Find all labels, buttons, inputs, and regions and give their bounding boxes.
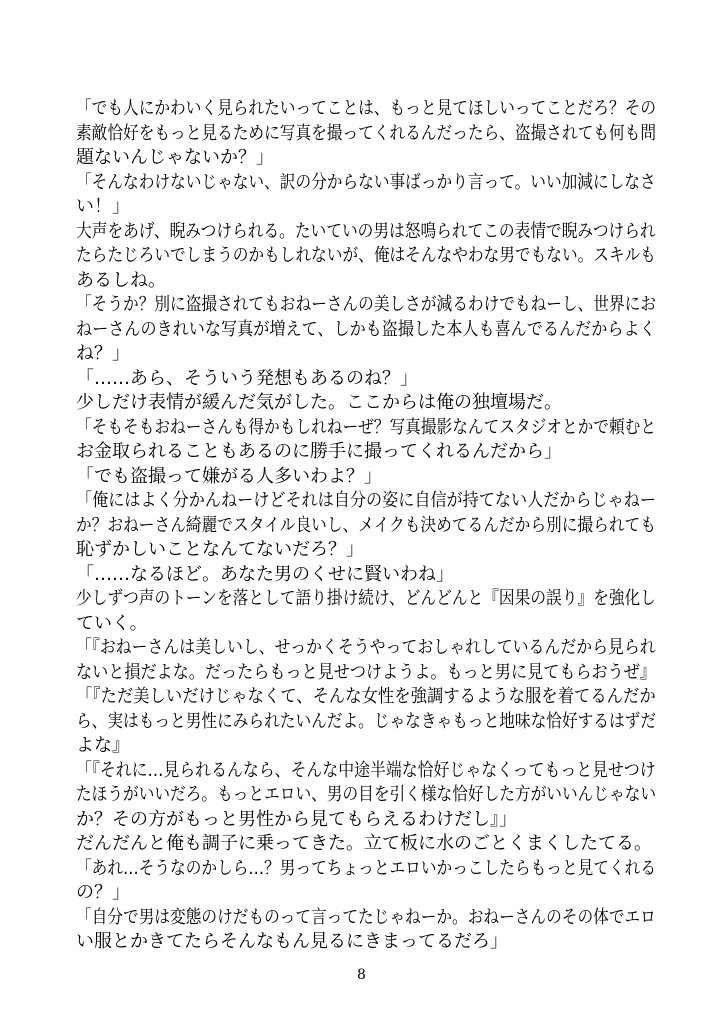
text-line: 「……あら、そういう発想もあるのね？」 xyxy=(76,367,418,389)
text-line: 「……なるほど。あなた男のくせに賢いわね」 xyxy=(76,563,454,585)
text-line: 「そんなわけないじゃない、訳の分からない事ばっかり言って。いい加減にしなさ xyxy=(76,171,656,193)
text-line: ていく。 xyxy=(76,612,148,634)
text-line: 恥ずかしいことなんてないだろ？」 xyxy=(76,539,364,560)
text-line: 題ないんじゃないか？」 xyxy=(76,147,274,168)
text-line: か？おねーさん綺麗でスタイル良いし、メイクも決めてるんだから別に撮られても xyxy=(76,514,656,536)
text-line: よな』 xyxy=(76,735,130,756)
text-line: 「『それに…見られるんなら、そんな中途半端な恰好じゃなくってもっと見せつけ xyxy=(76,759,656,781)
text-line: あるしね。 xyxy=(76,269,166,291)
body-text xyxy=(76,97,656,955)
text-line: 少しずつ声のトーンを落として語り掛け続け、どんどんと『因果の誤り』を強化し xyxy=(76,588,656,609)
text-line: の？」 xyxy=(76,882,130,903)
text-line: ねーさんのきれいな写真が増えて、しかも盗撮した本人も喜んでるんだからよく xyxy=(76,318,656,340)
text-line: だんだんと俺も調子に乗ってきた。立て板に水のごとくまくしたてる。 xyxy=(76,833,652,854)
text-line: 「俺にはよく分かんねーけどそれは自分の姿に自信が持てない人だからじゃねー xyxy=(76,490,656,511)
text-line: い！」 xyxy=(76,196,130,217)
text-line: い服とかきてたらそんなもん見るにきまってるだろ」 xyxy=(76,931,508,952)
text-line: たらたじろいでしまうのかもしれないが、俺はそんなやわな男でもない。スキルも xyxy=(76,245,656,266)
text-line: 「『おねーさんは美しいし、せっかくそうやっておしゃれしているんだから見られ xyxy=(76,637,656,658)
text-line: 「そうか？別に盗撮されてもおねーさんの美しさが減るわけでもねーし、世界にお xyxy=(76,294,656,315)
text-line: か？その方がもっと男性から見てもらえるわけだし』」 xyxy=(76,808,517,830)
text-line: たほうがいいだろ。もっとエロい、男の目を引く様な恰好した方がいいんじゃない xyxy=(76,784,656,805)
text-line: 「そもそもおねーさんも得かもしれねーぜ？写真撮影なんてスタジオとかで頼むと xyxy=(76,416,656,438)
text-line: ら、実はもっと男性にみられたいんだよ。じゃなきゃもっと地味な恰好するはずだ xyxy=(76,710,656,732)
text-line: 「『ただ美しいだけじゃなくて、そんな女性を強調するような服を着てるんだか xyxy=(76,686,656,707)
text-line: 素敵恰好をもっと見るために写真を撮ってくれるんだったら、盗撮されても何も問 xyxy=(76,122,656,144)
text-line: ないと損だよな。だったらもっと見せつけようよ。もっと男に見てもらおうぜ』 xyxy=(76,661,656,683)
text-line: 少しだけ表情が緩んだ気がした。ここからは俺の独壇場だ。 xyxy=(76,392,562,413)
text-line: 大声をあげ、睨みつけられる。たいていの男は怒鳴られてこの表情で睨みつけられ xyxy=(76,220,656,242)
text-line: お金取られることもあるのに勝手に撮ってくれるんだから」 xyxy=(76,441,562,462)
text-line: 「あれ…そうなのかしら…？男ってちょっとエロいかっこしたらもっと見てくれる xyxy=(76,857,656,879)
text-line: ね？」 xyxy=(76,343,130,364)
text-line: 「自分で男は変態のけだものって言ってたじゃねーか。おねーさんのその体でエロ xyxy=(76,906,656,928)
text-line: 「でも人にかわいく見られたいってことは、もっと見てほしいってことだろ？その xyxy=(76,98,656,119)
text-line: 「でも盗撮って嫌がる人多いわよ？」 xyxy=(76,465,382,487)
page-number: 8 xyxy=(357,967,366,983)
